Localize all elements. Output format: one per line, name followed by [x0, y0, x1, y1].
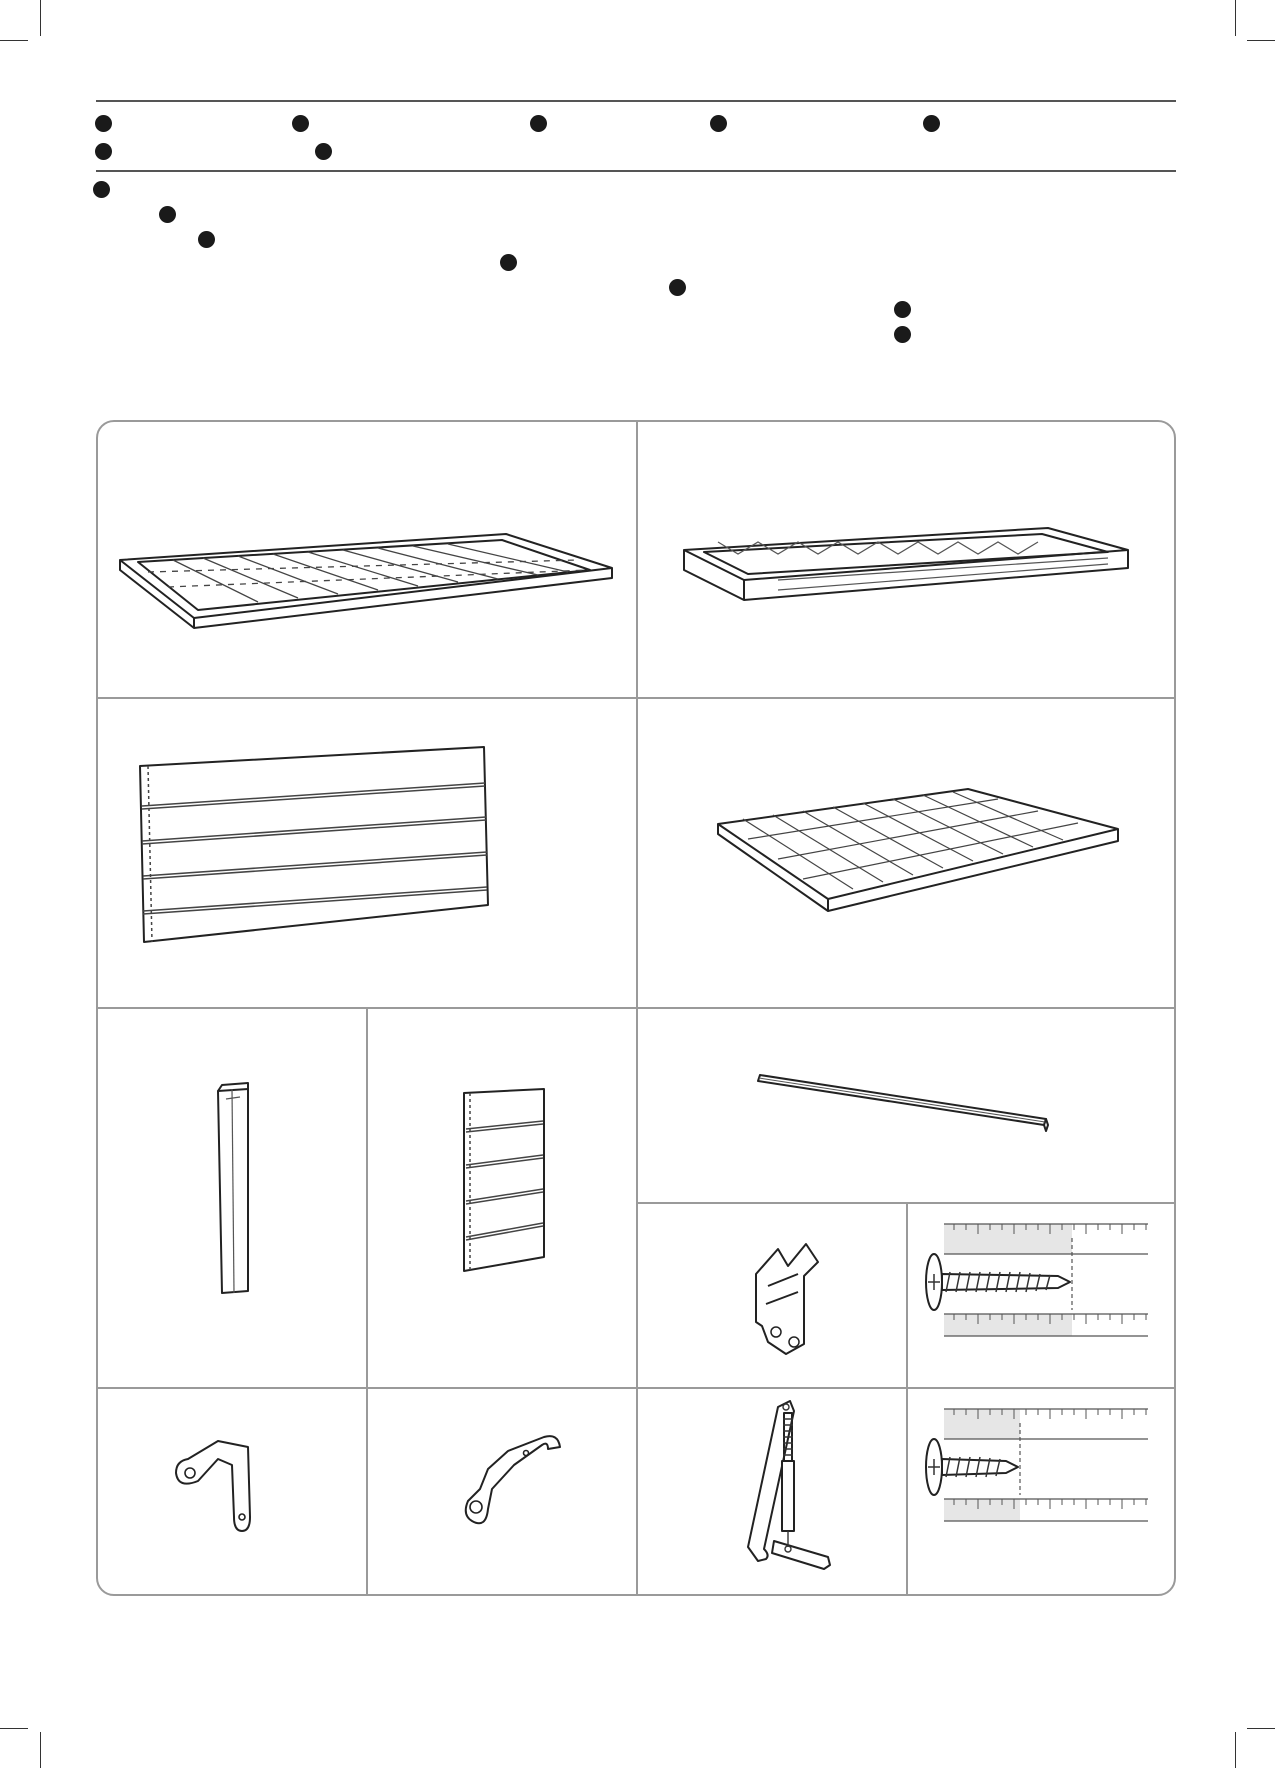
short-screw-icon: [908, 1389, 1176, 1596]
header-marker-6: [95, 143, 112, 160]
header-marker-5: [923, 115, 940, 132]
note-marker-5: [669, 279, 686, 296]
note-marker-2: [159, 206, 176, 223]
crop-mark-top-right-v: [1235, 0, 1236, 36]
crop-mark-top-left-h: [0, 40, 28, 41]
note-marker-3: [198, 231, 215, 248]
base-frame-cell: [638, 422, 1176, 697]
header-top-rule: [96, 100, 1176, 102]
steel-bar-cell: [638, 1009, 1176, 1202]
crop-mark-bottom-right-v: [1235, 1732, 1236, 1768]
parts-grid: [96, 420, 1176, 1596]
crop-mark-top-left-v: [40, 0, 41, 36]
corner-post-icon: [98, 1009, 366, 1387]
roof-panel-icon: [638, 699, 1176, 1007]
floor-panel-cell: [98, 422, 636, 697]
short-screw-cell: [908, 1389, 1176, 1596]
z-bracket-icon: [368, 1389, 636, 1596]
clip-connector-cell: [638, 1204, 906, 1387]
roof-panel-cell: [638, 699, 1176, 1007]
header-bottom-rule: [96, 170, 1176, 172]
corner-post-cell: [98, 1009, 366, 1387]
wall-panel-cell: [98, 699, 636, 1007]
long-screw-icon: [908, 1204, 1176, 1387]
clip-connector-icon: [638, 1204, 906, 1387]
gas-strut-icon: [638, 1389, 906, 1596]
short-wall-panel-icon: [368, 1009, 636, 1387]
note-marker-7: [894, 326, 911, 343]
crop-mark-top-right-h: [1247, 40, 1275, 41]
gas-strut-cell: [638, 1389, 906, 1596]
long-screw-cell: [908, 1204, 1176, 1387]
note-marker-1: [93, 181, 110, 198]
steel-bar-icon: [638, 1009, 1176, 1202]
z-bracket-cell: [368, 1389, 636, 1596]
note-marker-6: [894, 301, 911, 318]
note-marker-4: [500, 254, 517, 271]
header-marker-1: [95, 115, 112, 132]
u-bracket-icon: [98, 1389, 366, 1596]
crop-mark-bottom-left-h: [0, 1728, 28, 1729]
header-marker-4: [710, 115, 727, 132]
header-marker-7: [315, 143, 332, 160]
short-wall-panel-cell: [368, 1009, 636, 1387]
crop-mark-bottom-left-v: [40, 1732, 41, 1768]
u-bracket-cell: [98, 1389, 366, 1596]
wall-panel-icon: [98, 699, 636, 1007]
header-marker-3: [530, 115, 547, 132]
base-frame-icon: [638, 422, 1176, 697]
crop-mark-bottom-right-h: [1247, 1728, 1275, 1729]
floor-panel-icon: [98, 422, 636, 697]
header-marker-2: [292, 115, 309, 132]
